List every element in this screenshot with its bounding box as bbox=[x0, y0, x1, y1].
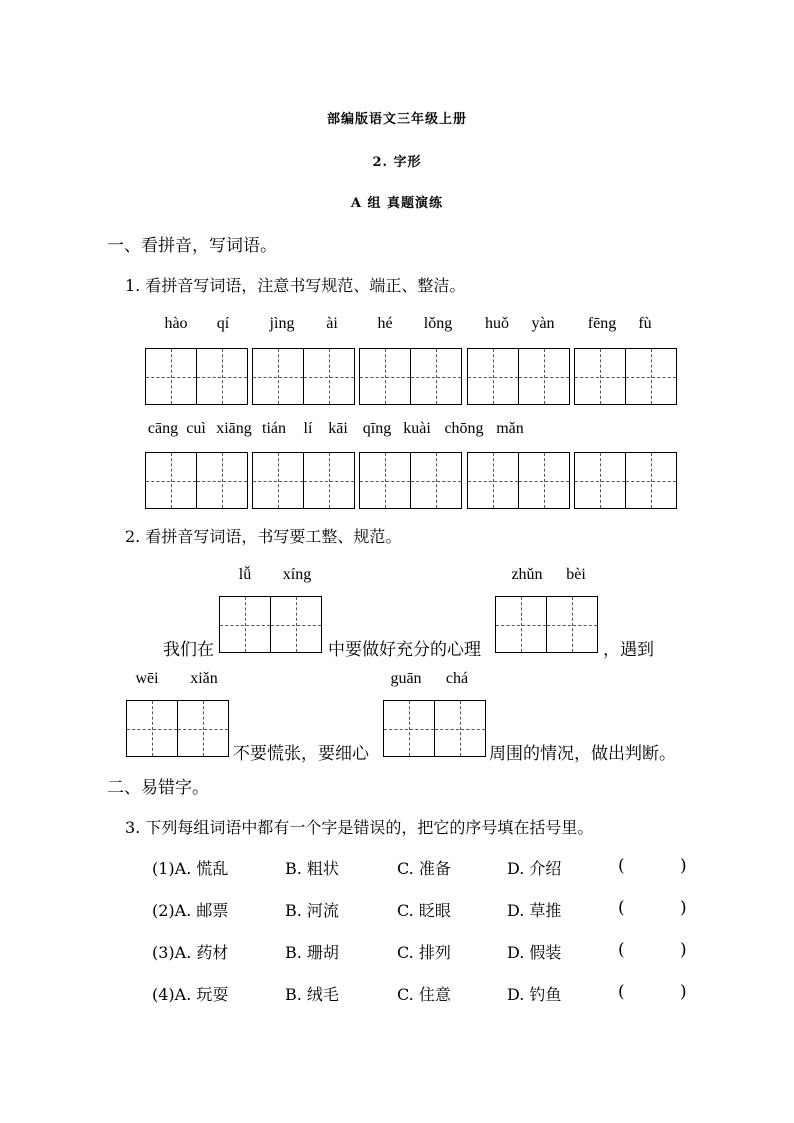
writing-grid[interactable] bbox=[145, 348, 247, 405]
writing-grid-weixian[interactable] bbox=[126, 700, 228, 757]
writing-grid[interactable] bbox=[145, 452, 247, 509]
pinyin: cāng bbox=[147, 420, 179, 437]
pinyin: jìng bbox=[269, 315, 295, 332]
question-one-prompt: 1. 看拼音写词语，注意书写规范、端正、整洁。 bbox=[125, 276, 466, 295]
sentence-text: 中要做好充分的心理 bbox=[328, 640, 481, 660]
sentence-text: 我们在 bbox=[163, 640, 214, 660]
writing-grid[interactable] bbox=[574, 452, 676, 509]
writing-grid[interactable] bbox=[252, 348, 354, 405]
answer-paren-close: ) bbox=[680, 856, 687, 876]
writing-grid[interactable] bbox=[467, 452, 569, 509]
sentence-text: 不要慌张，要细心 bbox=[233, 744, 369, 764]
pinyin: hào bbox=[164, 315, 188, 332]
section-two-heading: 二、易错字。 bbox=[107, 778, 209, 798]
option-d: D. 介绍 bbox=[507, 859, 562, 878]
question-two-prompt: 2. 看拼音写词语，书写要工整、规范。 bbox=[125, 527, 402, 546]
answer-paren-open[interactable]: ( bbox=[618, 940, 625, 960]
writing-grid[interactable] bbox=[359, 348, 461, 405]
pinyin: hé bbox=[377, 315, 393, 332]
sentence-text: ，遇到 bbox=[603, 640, 654, 660]
option-a: (3)A. 药材 bbox=[152, 943, 229, 962]
writing-grid[interactable] bbox=[467, 348, 569, 405]
unit-title: 2. 字形 bbox=[372, 155, 422, 170]
pinyin: xíng bbox=[282, 566, 312, 583]
option-c: C. 准备 bbox=[397, 859, 451, 878]
pinyin: mǎn bbox=[496, 420, 524, 437]
option-c: C. 排列 bbox=[397, 943, 451, 962]
answer-paren-close: ) bbox=[680, 982, 687, 1002]
pinyin: wēi bbox=[135, 670, 159, 687]
pinyin: fù bbox=[638, 315, 652, 332]
option-d: D. 钓鱼 bbox=[507, 985, 562, 1004]
pinyin: lǚ bbox=[238, 566, 252, 583]
writing-grid-zhunbei[interactable] bbox=[495, 596, 597, 653]
answer-paren-open[interactable]: ( bbox=[618, 982, 625, 1002]
pinyin: zhǔn bbox=[511, 566, 543, 583]
pinyin: chōng bbox=[444, 420, 484, 437]
writing-grid[interactable] bbox=[252, 452, 354, 509]
option-a: (4)A. 玩耍 bbox=[152, 985, 229, 1004]
pinyin: yàn bbox=[531, 315, 555, 332]
option-d: D. 假装 bbox=[507, 943, 562, 962]
pinyin: xiāng bbox=[216, 420, 252, 437]
option-a: (1)A. 慌乱 bbox=[152, 859, 229, 878]
option-c: C. 眨眼 bbox=[397, 901, 451, 920]
option-b: B. 绒毛 bbox=[285, 985, 339, 1004]
pinyin: chá bbox=[445, 670, 469, 687]
pinyin: huǒ bbox=[485, 315, 509, 332]
pinyin: xiǎn bbox=[190, 670, 218, 687]
pinyin: lǒng bbox=[423, 315, 453, 332]
pinyin: kāi bbox=[328, 420, 348, 437]
pinyin: fēng bbox=[587, 315, 617, 332]
answer-paren-close: ) bbox=[680, 898, 687, 918]
option-b: B. 珊胡 bbox=[285, 943, 339, 962]
option-b: B. 粗状 bbox=[285, 859, 339, 878]
pinyin: guān bbox=[390, 670, 422, 687]
book-title: 部编版语文三年级上册 bbox=[326, 112, 467, 127]
pinyin: qīng bbox=[362, 420, 392, 437]
writing-grid-lvxing[interactable] bbox=[219, 596, 321, 653]
option-c: C. 住意 bbox=[397, 985, 451, 1004]
pinyin: cuì bbox=[186, 420, 206, 437]
writing-grid[interactable] bbox=[574, 348, 676, 405]
section-one-heading: 一、看拼音，写词语。 bbox=[107, 236, 277, 256]
answer-paren-open[interactable]: ( bbox=[618, 856, 625, 876]
pinyin: bèi bbox=[566, 566, 586, 583]
answer-paren-open[interactable]: ( bbox=[618, 898, 625, 918]
pinyin: tián bbox=[262, 420, 286, 437]
answer-paren-close: ) bbox=[680, 940, 687, 960]
group-title: A 组 真题演练 bbox=[350, 196, 444, 211]
pinyin: lí bbox=[303, 420, 313, 437]
pinyin: ài bbox=[326, 315, 338, 332]
writing-grid[interactable] bbox=[359, 452, 461, 509]
pinyin: qí bbox=[216, 315, 230, 332]
option-b: B. 河流 bbox=[285, 901, 339, 920]
option-d: D. 草推 bbox=[507, 901, 562, 920]
pinyin: kuài bbox=[403, 420, 431, 437]
option-a: (2)A. 邮票 bbox=[152, 901, 229, 920]
question-three-prompt: 3. 下列每组词语中都有一个字是错误的，把它的序号填在括号里。 bbox=[125, 818, 594, 837]
writing-grid-guancha[interactable] bbox=[383, 700, 485, 757]
sentence-text: 周围的情况，做出判断。 bbox=[489, 744, 676, 764]
